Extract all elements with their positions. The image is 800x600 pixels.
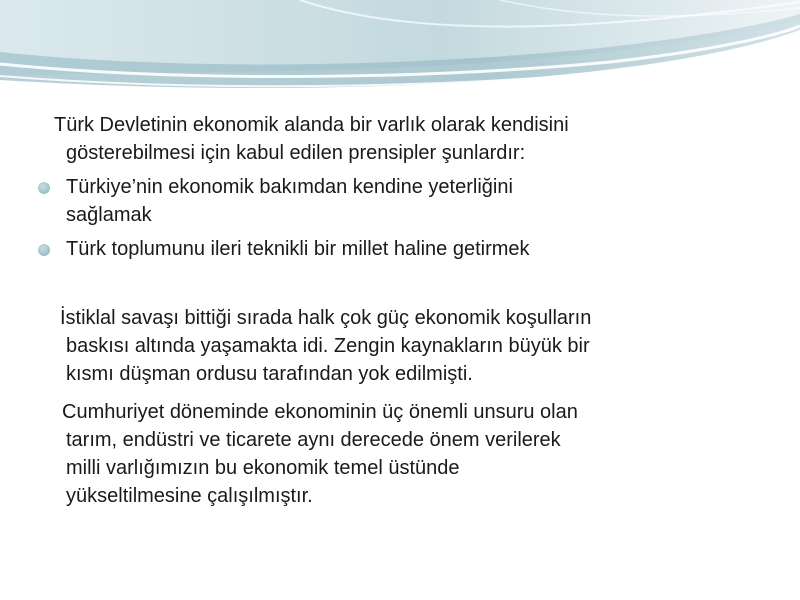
republic-line-4: yükseltilmesine çalışılmıştır.	[66, 485, 313, 507]
intro-line-1: Türk Devletinin ekonomik alanda bir varlık olarak kendisini	[54, 114, 569, 136]
bullet-1-line-1: Türkiye’nin ekonomik bakımdan kendine yeterliğini	[66, 176, 513, 198]
independence-line-1: İstiklal savaşı bittiği sırada halk çok güç ekonomik koşulların	[60, 307, 592, 329]
bullet-item-2	[66, 235, 530, 263]
independence-line-3: kısmı düşman ordusu tarafından yok edilmişti.	[66, 363, 473, 385]
independence-line-2: baskısı altında yaşamakta idi. Zengin kaynakların büyük bir	[66, 335, 590, 357]
republic-line-1: Cumhuriyet döneminde ekonominin üç önemli unsuru olan	[62, 401, 578, 423]
intro-line-2: gösterebilmesi için kabul edilen prensipler şunlardır:	[66, 142, 526, 164]
intro-paragraph	[54, 111, 569, 167]
independence-paragraph	[60, 304, 591, 388]
bullet-marker-1	[38, 182, 50, 194]
bullet-item-1	[66, 173, 513, 229]
bullet-1-line-2: sağlamak	[66, 204, 152, 226]
republic-paragraph	[62, 398, 578, 510]
republic-line-2: tarım, endüstri ve ticarete aynı derecede önem verilerek	[66, 429, 561, 451]
bullet-2-line-1: Türk toplumunu ileri teknikli bir millet haline getirmek	[66, 238, 530, 260]
bullet-marker-2	[38, 244, 50, 256]
republic-line-3: milli varlığımızın bu ekonomik temel üstünde	[66, 457, 460, 479]
